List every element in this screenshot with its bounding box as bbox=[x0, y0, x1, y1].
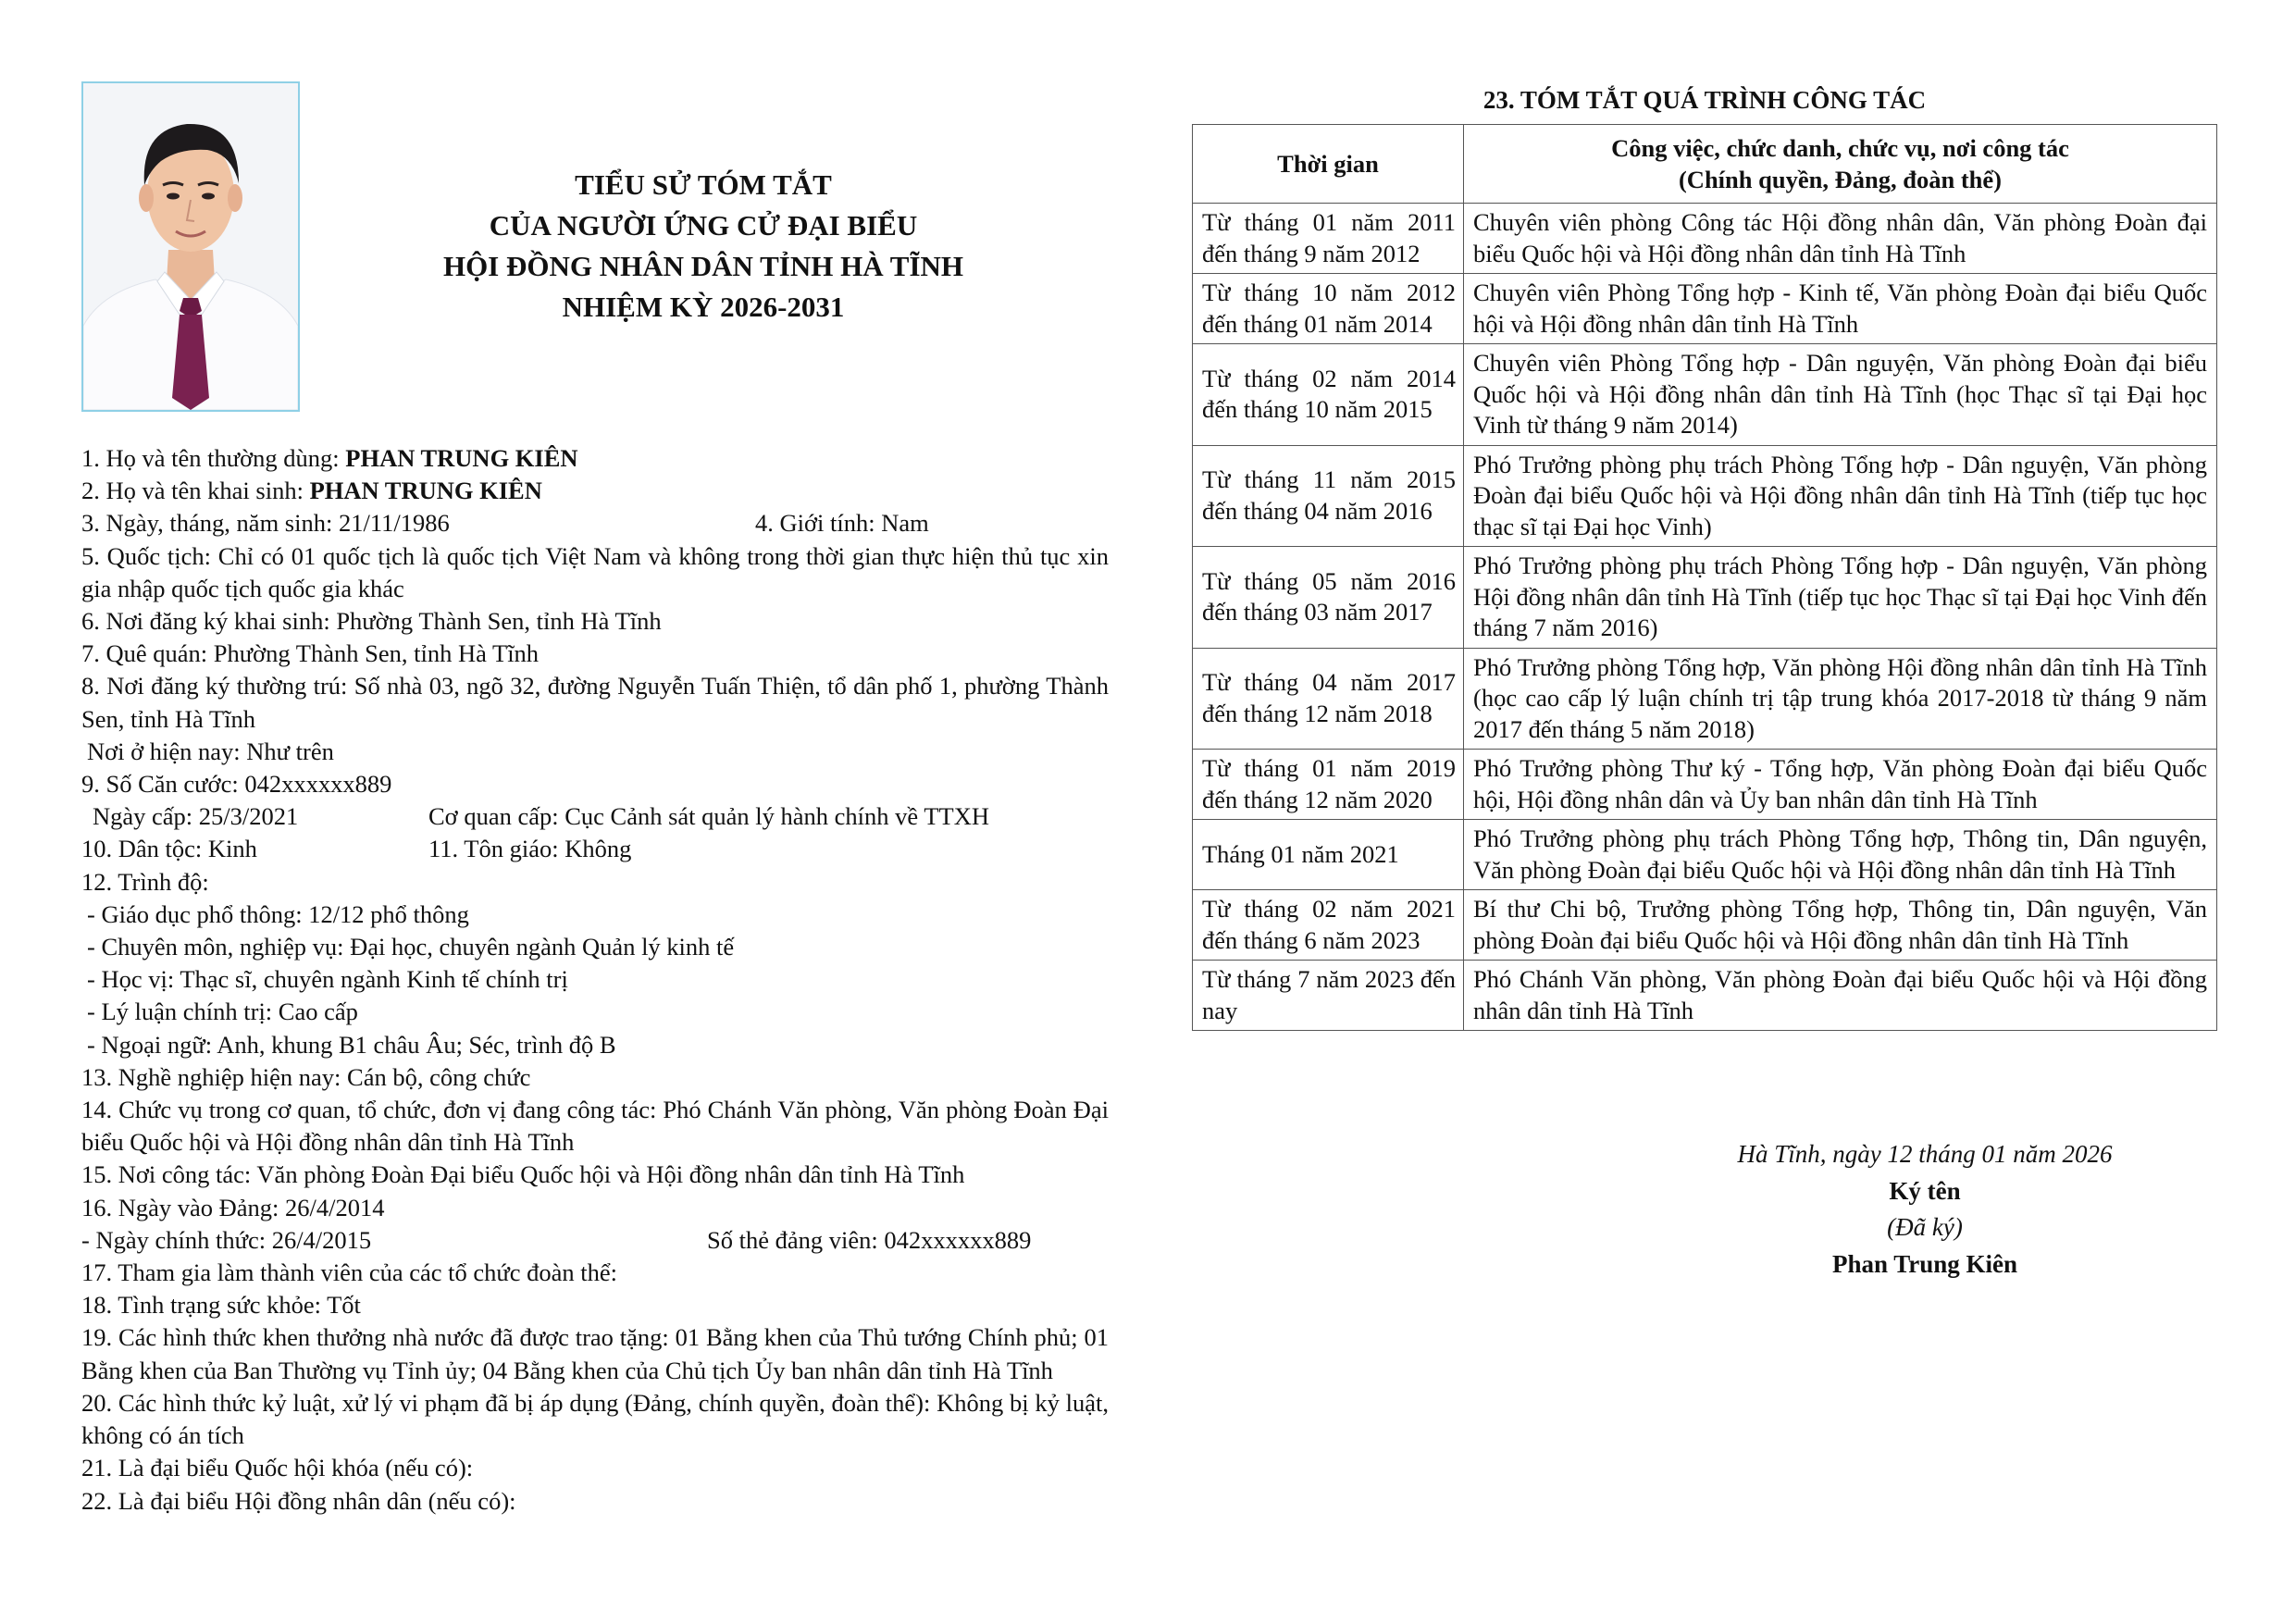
field-current-residence: Nơi ở hiện nay: Như trên bbox=[87, 737, 334, 765]
cell-time: Từ tháng 01 năm 2019 đến tháng 12 năm 2020 bbox=[1193, 750, 1464, 820]
signature-block bbox=[1573, 1136, 2276, 1283]
field-discipline: 20. Các hình thức kỷ luật, xử lý vi phạm đã bị áp dụng (Đảng, chính quyền, đoàn thể): Không bị kỷ luật, không có án tích bbox=[81, 1388, 1109, 1450]
column-header-time: Thời gian bbox=[1193, 125, 1464, 204]
field-birth-name bbox=[81, 475, 1109, 507]
work-history-title: 23. TÓM TẮT QUÁ TRÌNH CÔNG TÁC bbox=[1482, 86, 1927, 114]
field-education-professional: - Chuyên môn, nghiệp vụ: Đại học, chuyên ngành Quản lý kinh tế bbox=[87, 933, 735, 961]
cell-job: Chuyên viên phòng Công tác Hội đồng nhân dân, Văn phòng Đoàn đại biểu Quốc hội và Hội đồng nhân dân tỉnh Hà Tĩnh bbox=[1464, 204, 2217, 274]
candidate-photo bbox=[81, 81, 300, 412]
column-header-job-line-2: (Chính quyền, Đảng, đoàn thể) bbox=[1678, 166, 2003, 193]
field-workplace: 15. Nơi công tác: Văn phòng Đoàn Đại biểu Quốc hội và Hội đồng nhân dân tỉnh Hà Tĩnh bbox=[81, 1160, 965, 1189]
table-row bbox=[1193, 961, 2217, 1031]
field-gender: 4. Giới tính: Nam bbox=[755, 509, 929, 538]
cell-job: Phó Trưởng phòng Thư ký - Tổng hợp, Văn phòng Đoàn đại biểu Quốc hội, Hội đồng nhân dân và Ủy ban nhân dân tỉnh Hà Tĩnh bbox=[1464, 750, 2217, 820]
cell-time: Từ tháng 01 năm 2011 đến tháng 9 năm 2012 bbox=[1193, 204, 1464, 274]
column-header-job-line-1: Công việc, chức danh, chức vụ, nơi công tác bbox=[1611, 134, 2069, 162]
field-id-issue bbox=[81, 800, 1109, 833]
field-party-join-date: 16. Ngày vào Đảng: 26/4/2014 bbox=[81, 1193, 385, 1221]
table-header-row bbox=[1193, 125, 2217, 204]
table-row bbox=[1193, 204, 2217, 274]
cell-time: Từ tháng 02 năm 2014 đến tháng 10 năm 2015 bbox=[1193, 344, 1464, 446]
field-position: 14. Chức vụ trong cơ quan, tổ chức, đơn vị đang công tác: Phó Chánh Văn phòng, Văn phòng Đoàn Đại biểu Quốc hội và Hội đồng nhân dân tỉnh Hà Tĩnh bbox=[81, 1096, 1109, 1157]
title-line-2: CỦA NGƯỜI ỨNG CỬ ĐẠI BIỂU bbox=[489, 209, 918, 242]
field-birth-registration: 6. Nơi đăng ký khai sinh: Phường Thành Sen, tỉnh Hà Tĩnh bbox=[81, 607, 662, 636]
cell-job: Phó Trưởng phòng phụ trách Phòng Tổng hợp - Dân nguyện, Văn phòng Đoàn đại biểu Quốc hội và Hội đồng nhân dân tỉnh Hà Tĩnh (tiếp tục học thạc sĩ tại Đại học Vinh) bbox=[1464, 445, 2217, 547]
field-national-assembly: 21. Là đại biểu Quốc hội khóa (nếu có): bbox=[81, 1454, 474, 1482]
field-religion: 11. Tôn giáo: Không bbox=[428, 835, 632, 863]
cell-job: Phó Trưởng phòng phụ trách Phòng Tổng hợp - Dân nguyện, Văn phòng Hội đồng nhân dân tỉnh Hà Tĩnh (tiếp tục học Thạc sĩ tại Đại học Vinh đến tháng 7 năm 2016) bbox=[1464, 547, 2217, 649]
field-education-language: - Ngoại ngữ: Anh, khung B1 châu Âu; Séc, trình độ B bbox=[87, 1030, 616, 1059]
table-row bbox=[1193, 274, 2217, 344]
field-organizations: 17. Tham gia làm thành viên của các tổ chức đoàn thể: bbox=[81, 1258, 618, 1287]
field-nationality: 5. Quốc tịch: Chỉ có 01 quốc tịch là quốc tịch Việt Nam và không trong thời gian thực hiện thủ tục xin gia nhập quốc tịch quốc gia khác bbox=[81, 541, 1109, 602]
field-education-degree: - Học vị: Thạc sĩ, chuyên ngành Kinh tế chính trị bbox=[87, 965, 568, 994]
title-line-1: TIỂU SỬ TÓM TẮT bbox=[575, 168, 832, 201]
field-education-political: - Lý luận chính trị: Cao cấp bbox=[87, 998, 358, 1026]
sign-label: Ký tên bbox=[1889, 1176, 1961, 1205]
signed-note: (Đã ký) bbox=[1887, 1213, 1963, 1241]
field-id-issue-date: Ngày cấp: 25/3/2021 bbox=[93, 802, 299, 831]
document-title bbox=[361, 165, 1046, 328]
field-peoples-council: 22. Là đại biểu Hội đồng nhân dân (nếu có): bbox=[81, 1486, 516, 1515]
cell-job: Phó Trưởng phòng Tổng hợp, Văn phòng Hội đồng nhân dân tỉnh Hà Tĩnh (học cao cấp lý luận chính trị tập trung khóa 2017-2018 từ tháng 9 năm 2017 đến tháng 5 năm 2018) bbox=[1464, 648, 2217, 750]
field-party-official bbox=[81, 1224, 1109, 1257]
field-birth-date-gender bbox=[81, 507, 1109, 539]
field-occupation: 13. Nghề nghiệp hiện nay: Cán bộ, công chức bbox=[81, 1062, 531, 1091]
work-history-table bbox=[1192, 124, 2217, 1031]
title-line-3: HỘI ĐỒNG NHÂN DÂN TỈNH HÀ TĨNH bbox=[442, 250, 964, 282]
table-row bbox=[1193, 890, 2217, 961]
work-history-section bbox=[1192, 81, 2217, 1031]
portrait-image bbox=[83, 83, 298, 410]
field-education: 12. Trình độ: bbox=[81, 867, 209, 896]
cell-time: Từ tháng 05 năm 2016 đến tháng 03 năm 2017 bbox=[1193, 547, 1464, 649]
field-label: 1. Họ và tên thường dùng: bbox=[81, 444, 346, 472]
biography-section bbox=[81, 442, 1109, 1518]
field-party-official-date: - Ngày chính thức: 26/4/2015 bbox=[81, 1225, 372, 1254]
title-line-4: NHIỆM KỲ 2026-2031 bbox=[562, 291, 845, 323]
cell-time: Từ tháng 02 năm 2021 đến tháng 6 năm 2023 bbox=[1193, 890, 1464, 961]
cell-time: Từ tháng 11 năm 2015 đến tháng 04 năm 2016 bbox=[1193, 445, 1464, 547]
field-permanent-residence: 8. Nơi đăng ký thường trú: Số nhà 03, ngõ 32, đường Nguyễn Tuấn Thiện, tổ dân phố 1, phường Thành Sen, tỉnh Hà Tĩnh bbox=[81, 672, 1109, 733]
field-ethnicity: 10. Dân tộc: Kinh bbox=[81, 835, 257, 863]
field-label: 2. Họ và tên khai sinh: bbox=[81, 477, 310, 505]
cell-job: Chuyên viên Phòng Tổng hợp - Kinh tế, Văn phòng Đoàn đại biểu Quốc hội và Hội đồng nhân dân tỉnh Hà Tĩnh bbox=[1464, 274, 2217, 344]
cell-job: Phó Trưởng phòng phụ trách Phòng Tổng hợp, Thông tin, Dân nguyện, Văn phòng Đoàn đại biểu Quốc hội và Hội đồng nhân dân tỉnh Hà Tĩnh bbox=[1464, 820, 2217, 890]
candidate-name: PHAN TRUNG KIÊN bbox=[345, 444, 578, 472]
field-education-general: - Giáo dục phổ thông: 12/12 phổ thông bbox=[87, 899, 469, 928]
cell-job: Phó Chánh Văn phòng, Văn phòng Đoàn đại biểu Quốc hội và Hội đồng nhân dân tỉnh Hà Tĩnh bbox=[1464, 961, 2217, 1031]
column-header-job bbox=[1464, 125, 2217, 204]
cell-time: Từ tháng 04 năm 2017 đến tháng 12 năm 2018 bbox=[1193, 648, 1464, 750]
candidate-birth-name: PHAN TRUNG KIÊN bbox=[309, 477, 542, 505]
field-awards: 19. Các hình thức khen thưởng nhà nước đã được trao tặng: 01 Bằng khen của Thủ tướng Chính phủ; 01 Bằng khen của Ban Thường vụ Tỉnh ủy; 04 Bằng khen của Chủ tịch Ủy ban nhân dân tỉnh Hà Tĩnh bbox=[81, 1323, 1109, 1384]
table-row bbox=[1193, 750, 2217, 820]
table-row bbox=[1193, 648, 2217, 750]
field-party-card: Số thẻ đảng viên: 042xxxxxx889 bbox=[707, 1225, 1032, 1254]
field-id-number: 9. Số Căn cước: 042xxxxxx889 bbox=[81, 770, 392, 799]
table-row bbox=[1193, 820, 2217, 890]
signer-name: Phan Trung Kiên bbox=[1831, 1249, 2018, 1278]
cell-time: Tháng 01 năm 2021 bbox=[1193, 820, 1464, 890]
field-id-issuer: Cơ quan cấp: Cục Cảnh sát quản lý hành chính về TTXH bbox=[428, 802, 989, 831]
cell-job: Chuyên viên Phòng Tổng hợp - Dân nguyện, Văn phòng Đoàn đại biểu Quốc hội và Hội đồng nhân dân tỉnh Hà Tĩnh (học Thạc sĩ tại Đại học Vinh từ tháng 9 năm 2014) bbox=[1464, 344, 2217, 446]
field-birth-date: 3. Ngày, tháng, năm sinh: 21/11/1986 bbox=[81, 509, 450, 538]
field-ethnicity-religion bbox=[81, 833, 1109, 865]
place-date: Hà Tĩnh, ngày 12 tháng 01 năm 2026 bbox=[1737, 1140, 2113, 1168]
field-hometown: 7. Quê quán: Phường Thành Sen, tỉnh Hà Tĩnh bbox=[81, 639, 540, 668]
cell-time: Từ tháng 10 năm 2012 đến tháng 01 năm 2014 bbox=[1193, 274, 1464, 344]
cell-time: Từ tháng 7 năm 2023 đến nay bbox=[1193, 961, 1464, 1031]
table-row bbox=[1193, 344, 2217, 446]
table-row bbox=[1193, 547, 2217, 649]
field-common-name bbox=[81, 442, 1109, 475]
cell-job: Bí thư Chi bộ, Trưởng phòng Tổng hợp, Thông tin, Dân nguyện, Văn phòng Đoàn đại biểu Quốc hội và Hội đồng nhân dân tỉnh Hà Tĩnh bbox=[1464, 890, 2217, 961]
field-health: 18. Tình trạng sức khỏe: Tốt bbox=[81, 1291, 361, 1320]
table-row bbox=[1193, 445, 2217, 547]
